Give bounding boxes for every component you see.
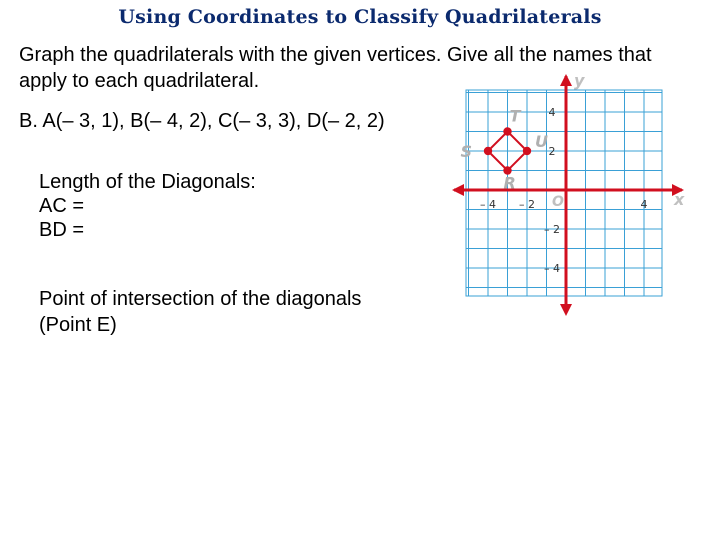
y-tick-label: – 2 (544, 223, 560, 236)
x-axis-arrow-left (452, 184, 464, 196)
diagonals-section (39, 170, 256, 242)
grid-lines (466, 90, 662, 296)
origin-label: O (552, 194, 564, 210)
y-tick-label: – 4 (544, 262, 560, 275)
quadrilateral (460, 107, 548, 193)
vertex-label: S (460, 142, 472, 161)
vertex-label: T (509, 106, 521, 126)
x-tick-label: 4 (640, 198, 648, 211)
intersection-line-2: (Point E) (39, 314, 117, 336)
x-axis-label: x (674, 190, 685, 209)
diagonal-bd: BD = (39, 219, 85, 241)
slide-title: Using Coordinates to Classify Quadrilaterals (118, 6, 602, 28)
vertex-point (503, 127, 511, 135)
y-axis-label: y (574, 72, 585, 90)
grid-border (466, 90, 662, 296)
vertex-point (523, 147, 531, 155)
axes (452, 72, 685, 316)
problem-vertices: B. A(– 3, 1), B(– 4, 2), C(– 3, 3), D(– 2, 2) (19, 110, 385, 132)
y-tick-label: 4 (548, 106, 556, 119)
vertex-point (484, 147, 492, 155)
y-axis-arrow-up (560, 74, 572, 86)
diagonal-ac: AC = (39, 195, 85, 217)
diagonals-heading: Length of the Diagonals: (39, 171, 256, 193)
instructions-text: Graph the quadrilaterals with the given vertices. Give all the names that apply to each quadrilateral. (19, 44, 652, 92)
x-tick-label: – 4 (480, 198, 496, 211)
coordinate-graph (448, 72, 688, 318)
vertex-label: U (535, 132, 548, 151)
y-tick-label: 2 (548, 145, 556, 158)
intersection-line-1: Point of intersection of the diagonals (39, 288, 362, 310)
intersection-section (39, 286, 361, 338)
x-tick-label: – 2 (519, 198, 535, 211)
vertex-label: R (503, 173, 516, 193)
y-axis-arrow-down (560, 304, 572, 316)
